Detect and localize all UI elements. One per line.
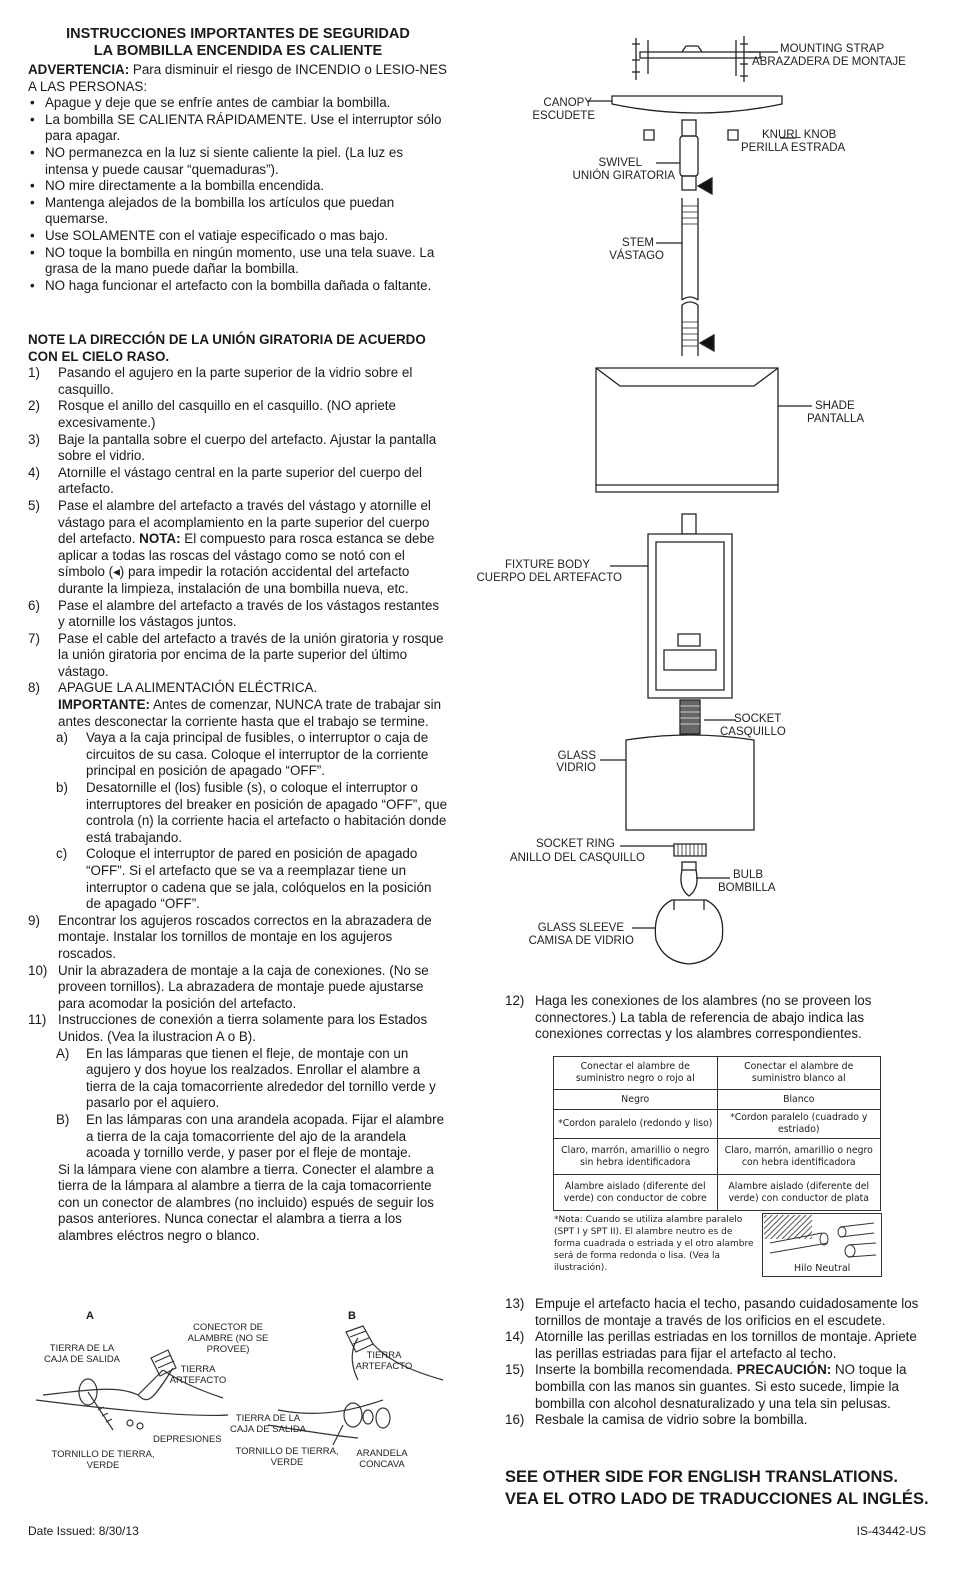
safety-warning-block (28, 62, 448, 294)
table-row (554, 1090, 881, 1110)
label-abrazadera: ABRAZADERA DE MONTAJE (752, 56, 906, 68)
label-tornillo-a: TORNILLO DE TIERRA, VERDE (51, 1449, 155, 1471)
step-number: 15) (505, 1362, 525, 1378)
step-number: b) (56, 780, 68, 796)
label-glass-sleeve: GLASS SLEEVE (537, 922, 624, 934)
table-cell: *Cordon paralelo (redondo y liso) (554, 1110, 718, 1139)
step-5 (28, 498, 448, 598)
label-bombilla: BOMBILLA (718, 882, 776, 894)
step-14 (505, 1329, 925, 1362)
step-9 (28, 913, 448, 963)
step-text: Resbale la camisa de vidrio sobre la bombilla. (535, 1412, 808, 1428)
label-swivel: SWIVEL (598, 157, 642, 169)
step-11b (28, 1112, 448, 1162)
step-6 (28, 598, 448, 631)
label-knurl-knob: KNURL KNOB (762, 129, 837, 141)
date-issued: Date Issued: 8/30/13 (28, 1524, 139, 1538)
label-fixture-body: FIXTURE BODY (505, 559, 590, 571)
step-8a (28, 730, 448, 780)
label-anillo: ANILLO DEL CASQUILLO (509, 852, 645, 864)
step-text: Atornille el vástago central en la parte superior del cuerpo del artefacto. (58, 464, 422, 497)
label-bulb: BULB (733, 869, 764, 881)
step-text: APAGUE LA ALIMENTACIÓN ELÉCTRICA. (58, 680, 318, 696)
step-text: Rosque el anillo del casquillo en el casquillo. (NO apriete excesivamente.) (58, 398, 396, 430)
warning-paragraph (28, 62, 448, 95)
safety-bullet: • La bombilla SE CALIENTA RÁPIDAMENTE. Use el interruptor sólo para apagar. (28, 112, 448, 145)
table-cell: Alambre aislado (diferente del verde) con conductor de cobre (554, 1175, 718, 1211)
precaucion-label: PRECAUCIÓN: (736, 1362, 832, 1378)
step-10 (28, 963, 448, 1013)
step-text: Desatornille el (los) fusible (s), o coloque el interruptor o interruptores del breaker en posición de apagado “OFF”, que controla (n) la corriente hacia el artefacto o habitación donde está trabajando. (86, 780, 448, 845)
see-other-side-english: SEE OTHER SIDE FOR ENGLISH TRANSLATIONS. (505, 1468, 898, 1486)
table-cell: Claro, marrón, amarillio o negro sin hebra identificadora (554, 1139, 718, 1175)
step-text: Baje la pantalla sobre el cuerpo del artefacto. Ajustar la pantalla sobre el vidrio. (58, 431, 437, 464)
step-text: Inserte la bombilla recomendada. (535, 1362, 733, 1378)
step-number: 9) (28, 912, 40, 928)
table-cell: Conectar el alambre de suministro blanco al (717, 1057, 881, 1090)
label-perilla: PERILLA ESTRADA (741, 142, 846, 154)
step-number: 8) (28, 680, 40, 696)
neutral-wire-label: Hilo Neutral (794, 1263, 851, 1274)
label-escudete: ESCUDETE (532, 110, 595, 122)
step-text: Pase el cable del artefacto a través de la unión giratoria y rosque la unión giratoria por encima de la parte superior del último vástago. (58, 630, 444, 679)
table-cell: *Cordon paralelo (cuadrado y estriado) (717, 1110, 881, 1139)
label-tierra-artefacto-a: TIERRA ARTEFACTO (169, 1364, 227, 1386)
nota-label: NOTA: (139, 531, 181, 547)
label-tierra-caja-a: TIERRA DE LA CAJA DE SALIDA (43, 1343, 121, 1365)
safety-bullet: • Apague y deje que se enfríe antes de cambiar la bombilla. (28, 95, 448, 112)
label-cuerpo: CUERPO DEL ARTEFACTO (476, 572, 622, 584)
step-number: 11) (28, 1012, 47, 1028)
swivel-direction-heading: NOTE LA DIRECCIÓN DE LA UNIÓN GIRATORIA DE ACUERDO CON EL CIELO RASO. (28, 332, 426, 364)
label-tierra-caja-b: TIERRA DE LA CAJA DE SALIDA (229, 1413, 307, 1435)
step-number: A) (56, 1045, 70, 1061)
step-text: Coloque el interruptor de pared en posición de apagado “OFF”. Si el artefacto que se va a reemplazar tiene un interruptor o cadena que se jala, colóquelos en la posición de apagado “OFF”. (86, 846, 432, 912)
label-depresiones: DEPRESIONES (153, 1434, 222, 1445)
step-number: 10) (28, 962, 48, 978)
step-text: Vaya a la caja principal de fusibles, o interruptor o caja de circuitos de su casa. Coloque el interruptor de la corriente principal en posición de apagado “OFF”. (86, 730, 429, 779)
step-number: 6) (28, 597, 40, 613)
label-vidrio: VIDRIO (556, 762, 596, 774)
step-text: En las lámparas que tienen el fleje, de montaje con un agujero y dos hoyue los realzados. Enrollar el alambre a tierra de la caja tomacorriente alrededor del tornillo verde y pasarlo por el aquiero. (86, 1045, 436, 1111)
label-tornillo-b: TORNILLO DE TIERRA, VERDE (235, 1446, 339, 1468)
step-text: Empuje el artefacto hacia el techo, pasando cuidadosamente los tornillos de montaje a través de los orificios en el escudete. (535, 1296, 919, 1328)
importante-label: IMPORTANTE: (58, 697, 150, 713)
step-4 (28, 465, 448, 498)
step-text: Antes de comenzar, NUNCA trate de trabajar sin antes desconectar la corriente hasta que el trabajo se termine. (58, 697, 442, 729)
step-15 (505, 1362, 925, 1412)
step-number: 12) (505, 993, 525, 1008)
label-tierra-artefacto-b: TIERRA ARTEFACTO (355, 1350, 413, 1372)
step-3 (28, 432, 448, 465)
label-union: UNIÓN GIRATORIA (572, 170, 675, 182)
label-mounting-strap: MOUNTING STRAP (780, 43, 885, 55)
step-text: Encontrar los agujeros roscados correctos en la abrazadera de montaje. Instalar los tornillos de montaje en los agujeros roscados. (58, 912, 432, 961)
table-row (554, 1057, 881, 1090)
label-pantalla: PANTALLA (807, 413, 865, 425)
ground-illustration-b-label: B (348, 1310, 356, 1322)
step-16 (505, 1412, 925, 1429)
see-other-side-spanish: VEA EL OTRO LADO DE TRADUCCIONES AL INGLÉS. (505, 1490, 929, 1508)
step-1 (28, 365, 448, 398)
table-cell: Claro, marrón, amarillio o negro con hebra identificadora (717, 1139, 881, 1175)
label-wire-connector: CONECTOR DE ALAMBRE (NO SE PROVEE) (187, 1322, 269, 1355)
label-canopy: CANOPY (543, 97, 592, 109)
safety-bullet: • NO haga funcionar el artefacto con la bombilla dañada o faltante. (28, 278, 448, 295)
step-13 (505, 1296, 925, 1329)
step-number: 4) (28, 464, 40, 480)
table-row (554, 1139, 881, 1175)
step-8b (28, 780, 448, 846)
step-8c (28, 846, 448, 912)
step-text: Haga les conexiones de los alambres (no se proveen los connectores.) La tabla de referencia de abajo indica las conexiones correctas y los alambres correspondientes. (535, 993, 872, 1042)
table-cell: Blanco (717, 1090, 881, 1110)
warning-text: Para disminuir el riesgo de INCENDIO o LESIO-NES A LAS PERSONAS: (28, 62, 447, 94)
label-vastago: VÁSTAGO (609, 250, 664, 262)
warning-label: ADVERTENCIA: (28, 62, 130, 77)
label-glass: GLASS (557, 750, 596, 762)
instructions-block (28, 332, 448, 1245)
step-number: c) (56, 846, 68, 862)
safety-title-line2: LA BOMBILLA ENCENDIDA ES CALIENTE (93, 43, 383, 59)
step-text: Pase el alambre del artefacto a través de los vástagos restantes y atornille los vástagos juntos. (58, 597, 440, 630)
step-11 (28, 1012, 448, 1045)
step-text: Instrucciones de conexión a tierra solamente para los Estados Unidos. (Vea la ilustracion A o B). (58, 1012, 428, 1044)
step-number: 16) (505, 1412, 525, 1428)
label-stem: STEM (622, 237, 654, 249)
table-row (554, 1110, 881, 1139)
table-row (554, 1175, 881, 1211)
step-number: 2) (28, 398, 40, 414)
step-12 (505, 993, 925, 1043)
label-socket-ring: SOCKET RING (535, 838, 615, 850)
step-11-tail (28, 1162, 448, 1245)
wire-connection-table (553, 1056, 881, 1211)
label-shade: SHADE (815, 400, 855, 412)
safety-bullet: • Use SOLAMENTE con el vatiaje especificado o mas bajo. (28, 228, 448, 245)
safety-bullet: • NO toque la bombilla en ningún momento, use una tela suave. La grasa de la mano puede dañar la bombilla. (28, 245, 448, 278)
step-number: 7) (28, 630, 40, 646)
step-text: Atornille las perillas estriadas en los tornillos de montaje. Apriete las perillas estriadas para fijar el artefacto al techo. (535, 1329, 917, 1361)
label-casquillo: CASQUILLO (720, 726, 786, 738)
step-number: 5) (28, 497, 40, 513)
step-text: El compuesto para rosca estanca se debe aplicar a todas las roscas del vástago como se notó con el símbolo (◂) para impedir la rotación accidental del artefacto durante la limpieza, instalación de una bombilla nueva, etc. (58, 531, 435, 596)
step-text: Pasando el agujero en la parte superior de la vidrio sobre el casquillo. (58, 365, 413, 397)
step-number: B) (56, 1111, 70, 1127)
label-socket: SOCKET (734, 713, 782, 725)
step-text: Si la lámpara viene con alambre a tierra. Conecter el alambre a tierra de la lámpara al alambre a tierra de la caja tomacorriente con un conector de alambres (no incluido) espués de seguir los pasos anteriores. Nunca conectar el alambra a tierra a los alambres eléctros negro o blanco. (58, 1161, 434, 1244)
safety-bullet-list (28, 95, 448, 294)
step-text: Pase el alambre del artefacto a través del vástago y atornille el vástago para el acomplamiento en la parte superior del cuerpo del artefacto. (58, 497, 431, 547)
table-cell: Negro (554, 1090, 718, 1110)
step-number: 13) (505, 1296, 525, 1311)
step-number: a) (56, 730, 68, 746)
table-cell: Alambre aislado (diferente del verde) con conductor de plata (717, 1175, 881, 1211)
step-text: En las lámparas con una arandela acopada. Fijar el alambre a tierra de la caja tomacorriente del ajo de la arandela acoada y tornillo verde, y paser por el fleje de montaje. (86, 1111, 445, 1161)
table-cell: Conectar el alambre de suministro negro o rojo al (554, 1057, 718, 1090)
step-text: NO toque la bombilla con las manos sin guantes. Si esto sucede, limpie la bombilla con alcohol desnaturalizado y una tela sin pelusas. (535, 1362, 907, 1411)
step-number: 1) (28, 365, 40, 381)
steps-13-16-block (505, 1296, 925, 1429)
step-12-block (505, 993, 925, 1043)
step-8 (28, 680, 448, 730)
safety-title-line1: INSTRUCCIONES IMPORTANTES DE SEGURIDAD (66, 26, 410, 42)
wire-table-note: *Nota: Cuando se utiliza alambre paralelo (SPT I y SPT II). El alambre neutro es de forma cuadrada o estriada y el otro alambre será de forma redonda o lisa. (Vea la ilustración). (554, 1215, 754, 1273)
step-number: 14) (505, 1329, 525, 1345)
label-camisa: CAMISA DE VIDRIO (528, 935, 634, 947)
step-11a (28, 1046, 448, 1112)
safety-bullet: • NO mire directamente a la bombilla encendida. (28, 178, 448, 195)
ground-illustration-a-label: A (86, 1310, 94, 1322)
document-code: IS-43442-US (856, 1524, 926, 1538)
safety-bullet: • NO permanezca en la luz si siente caliente la piel. (La luz es intensa y puede causar “quemaduras”). (28, 145, 448, 178)
step-text: Unir la abrazadera de montaje a la caja de conexiones. (No se proveen tornillos). La abrazadera de montaje puede ajustarse para acomodar la posición del artefacto. (58, 962, 429, 1011)
safety-bullet: • Mantenga alejados de la bombilla los artículos que puedan quemarse. (28, 195, 448, 228)
label-arandela: ARANDELA CONCAVA (356, 1448, 408, 1470)
step-2 (28, 398, 448, 431)
step-7 (28, 631, 448, 681)
step-number: 3) (28, 431, 40, 447)
